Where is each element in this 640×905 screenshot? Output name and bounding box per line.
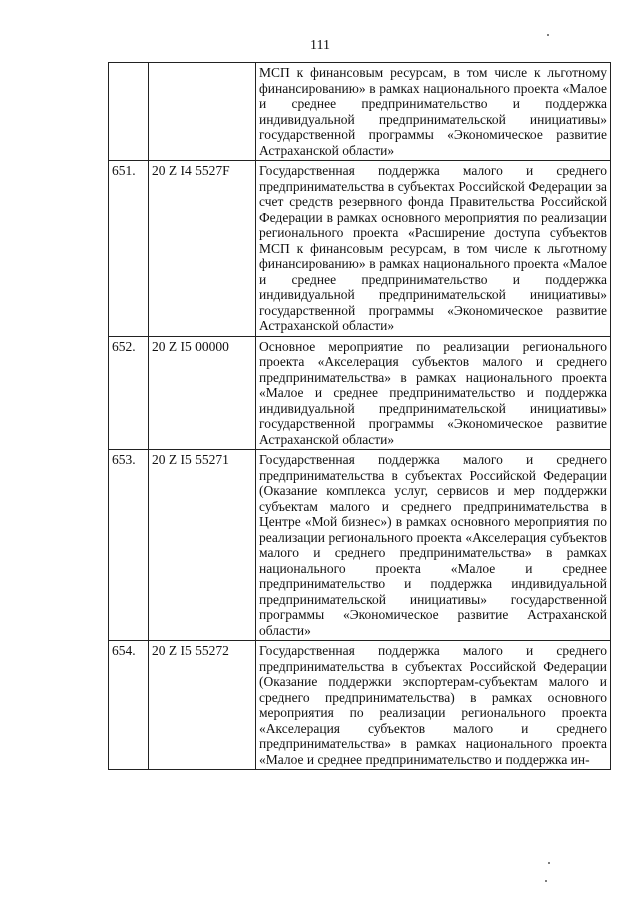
row-number: 652.: [109, 336, 149, 450]
table-row: [109, 63, 611, 161]
budget-classification-table: [108, 62, 611, 770]
table-row: [109, 450, 611, 641]
row-description: Государственная поддержка малого и среднего предпринимательства в субъектах Российской Федерации (Оказание комплекса услуг, сервисов и мер поддержки субъектам малого и среднего предпринимательства в Центре «Мой бизнес») в рамках основного мероприятия по реализации регионального проекта «Акселерация субъектов малого и среднего предпринимательства» в рамках национального проекта «Малое и среднее предпринимательство и поддержка индивидуальной предпринимательской инициативы» государственной программы «Экономическое развитие Астраханской области»: [256, 450, 611, 641]
row-description: МСП к финансовым ресурсам, в том числе к льготному финансированию» в рамках национального проекта «Малое и среднее предпринимательство и поддержка индивидуальной предпринимательской инициативы» государственной программы «Экономическое развитие Астраханской области»: [256, 63, 611, 161]
row-description: Основное мероприятие по реализации регионального проекта «Акселерация субъектов малого и среднего предпринимательства» в рамках национального проекта «Малое и среднее предпринимательство и поддержка индивидуальной предпринимательской инициативы» государственной программы «Экономическое развитие Астраханской области»: [256, 336, 611, 450]
row-number: 653.: [109, 450, 149, 641]
table-row: [109, 336, 611, 450]
scan-speck: [547, 34, 549, 36]
row-description: Государственная поддержка малого и среднего предпринимательства в субъектах Российской Федерации (Оказание поддержки экспортерам-субъектам малого и среднего предпринимательства) в рамках основного мероприятия по реализации регионального проекта «Акселерация субъектов малого и среднего предпринимательства» в рамках национального проекта «Малое и среднее предпринимательство и поддержка ин-: [256, 641, 611, 770]
classification-code: 20 Z I5 55272: [149, 641, 256, 770]
row-description: Государственная поддержка малого и среднего предпринимательства в субъектах Российской Федерации за счет средств резервного фонда Правительства Российской Федерации в рамках основного мероприятия по реализации регионального проекта «Расширение доступа субъектов МСП к финансовым ресурсам, в том числе к льготному финансированию» в рамках национального проекта «Малое и среднее предпринимательство и поддержка индивидуальной предпринимательской инициативы» государственной программы «Экономическое развитие Астраханской области»: [256, 161, 611, 337]
page-number: 111: [310, 38, 330, 53]
classification-code: [149, 63, 256, 161]
classification-code: 20 Z I5 55271: [149, 450, 256, 641]
classification-code: 20 Z I4 5527F: [149, 161, 256, 337]
row-number: 654.: [109, 641, 149, 770]
row-number: [109, 63, 149, 161]
classification-code: 20 Z I5 00000: [149, 336, 256, 450]
table-row: [109, 641, 611, 770]
row-number: 651.: [109, 161, 149, 337]
scan-speck: [548, 862, 550, 864]
table-row: [109, 161, 611, 337]
scan-speck: [545, 880, 547, 882]
